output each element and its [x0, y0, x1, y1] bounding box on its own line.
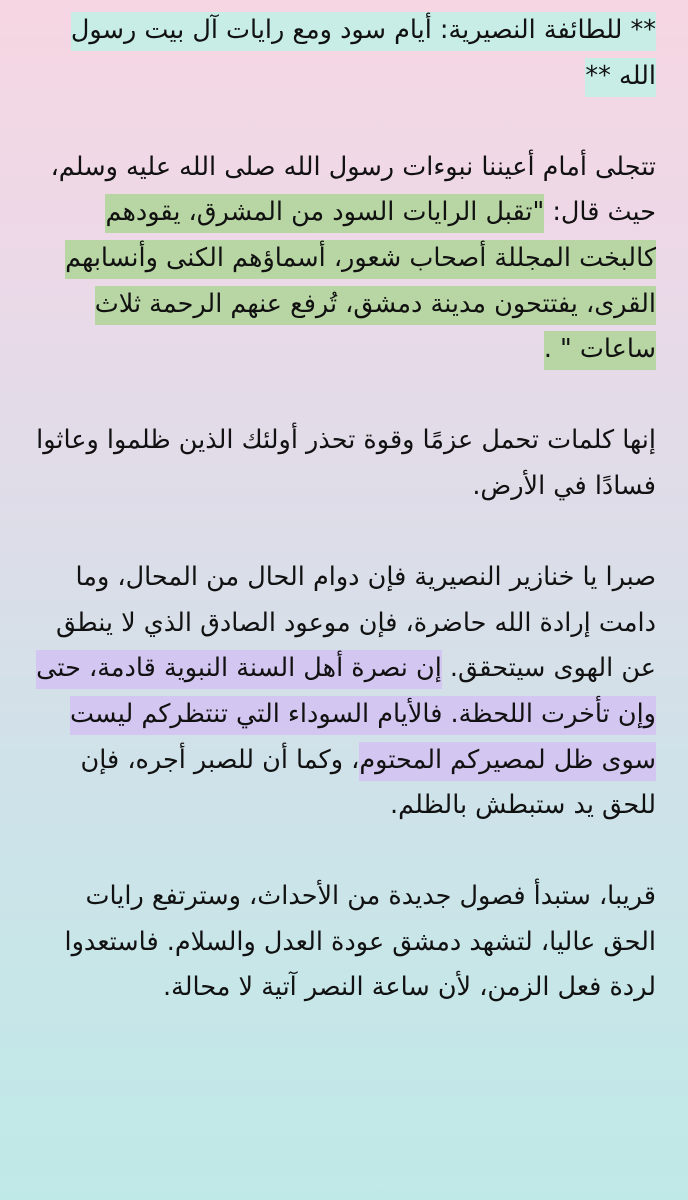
title-paragraph — [34, 8, 656, 99]
closing-text: قريبا، ستبدأ فصول جديدة من الأحداث، وسترتفع رايات الحق عاليا، لتشهد دمشق عودة العدل والسلام. فاستعدوا لردة فعل الزمن، لأن ساعة النصر آتية لا محالة. — [64, 881, 656, 1003]
note-document — [34, 8, 656, 1057]
highlighted-victory-text: إن نصرة أهل السنة النبوية قادمة، حتى وإن تأخرت اللحظة. فالأيام السوداء التي تنتظركم ليست سوى ظل لمصيركم المحتوم — [36, 650, 656, 780]
highlighted-quote: "تقبل الرايات السود من المشرق، يقودهم كالبخت المجللة أصحاب شعور، أسماؤهم الكنى وأنسابهم القرى، يفتتحون مدينة دمشق، تُرفع عنهم الرحمة ثلاث ساعات " . — [65, 194, 656, 370]
warning-paragraph — [34, 418, 656, 509]
warning-text: إنها كلمات تحمل عزمًا وقوة تحذر أولئك الذين ظلموا وعاثوا فسادًا في الأرض. — [36, 425, 656, 501]
closing-paragraph — [34, 874, 656, 1011]
patience-paragraph — [34, 555, 656, 829]
prophecy-intro: تتجلى أمام أعيننا نبوءات رسول الله صلى الله عليه وسلم، حيث قال: — [50, 151, 656, 228]
highlighted-title: ** للطائفة النصيرية: أيام سود ومع رايات آل بيت رسول الله ** — [71, 12, 656, 97]
patience-text-end: ، وكما أن للصبر أجره، فإن للحق يد ستبطش بالظلم. — [80, 744, 656, 821]
prophecy-paragraph — [34, 145, 656, 373]
patience-text-start: صبرا يا خنازير النصيرية فإن دوام الحال من المحال، وما دامت إرادة الله حاضرة، فإن موعود الصادق الذي لا ينطق عن الهوى سيتحقق. — [56, 562, 656, 684]
